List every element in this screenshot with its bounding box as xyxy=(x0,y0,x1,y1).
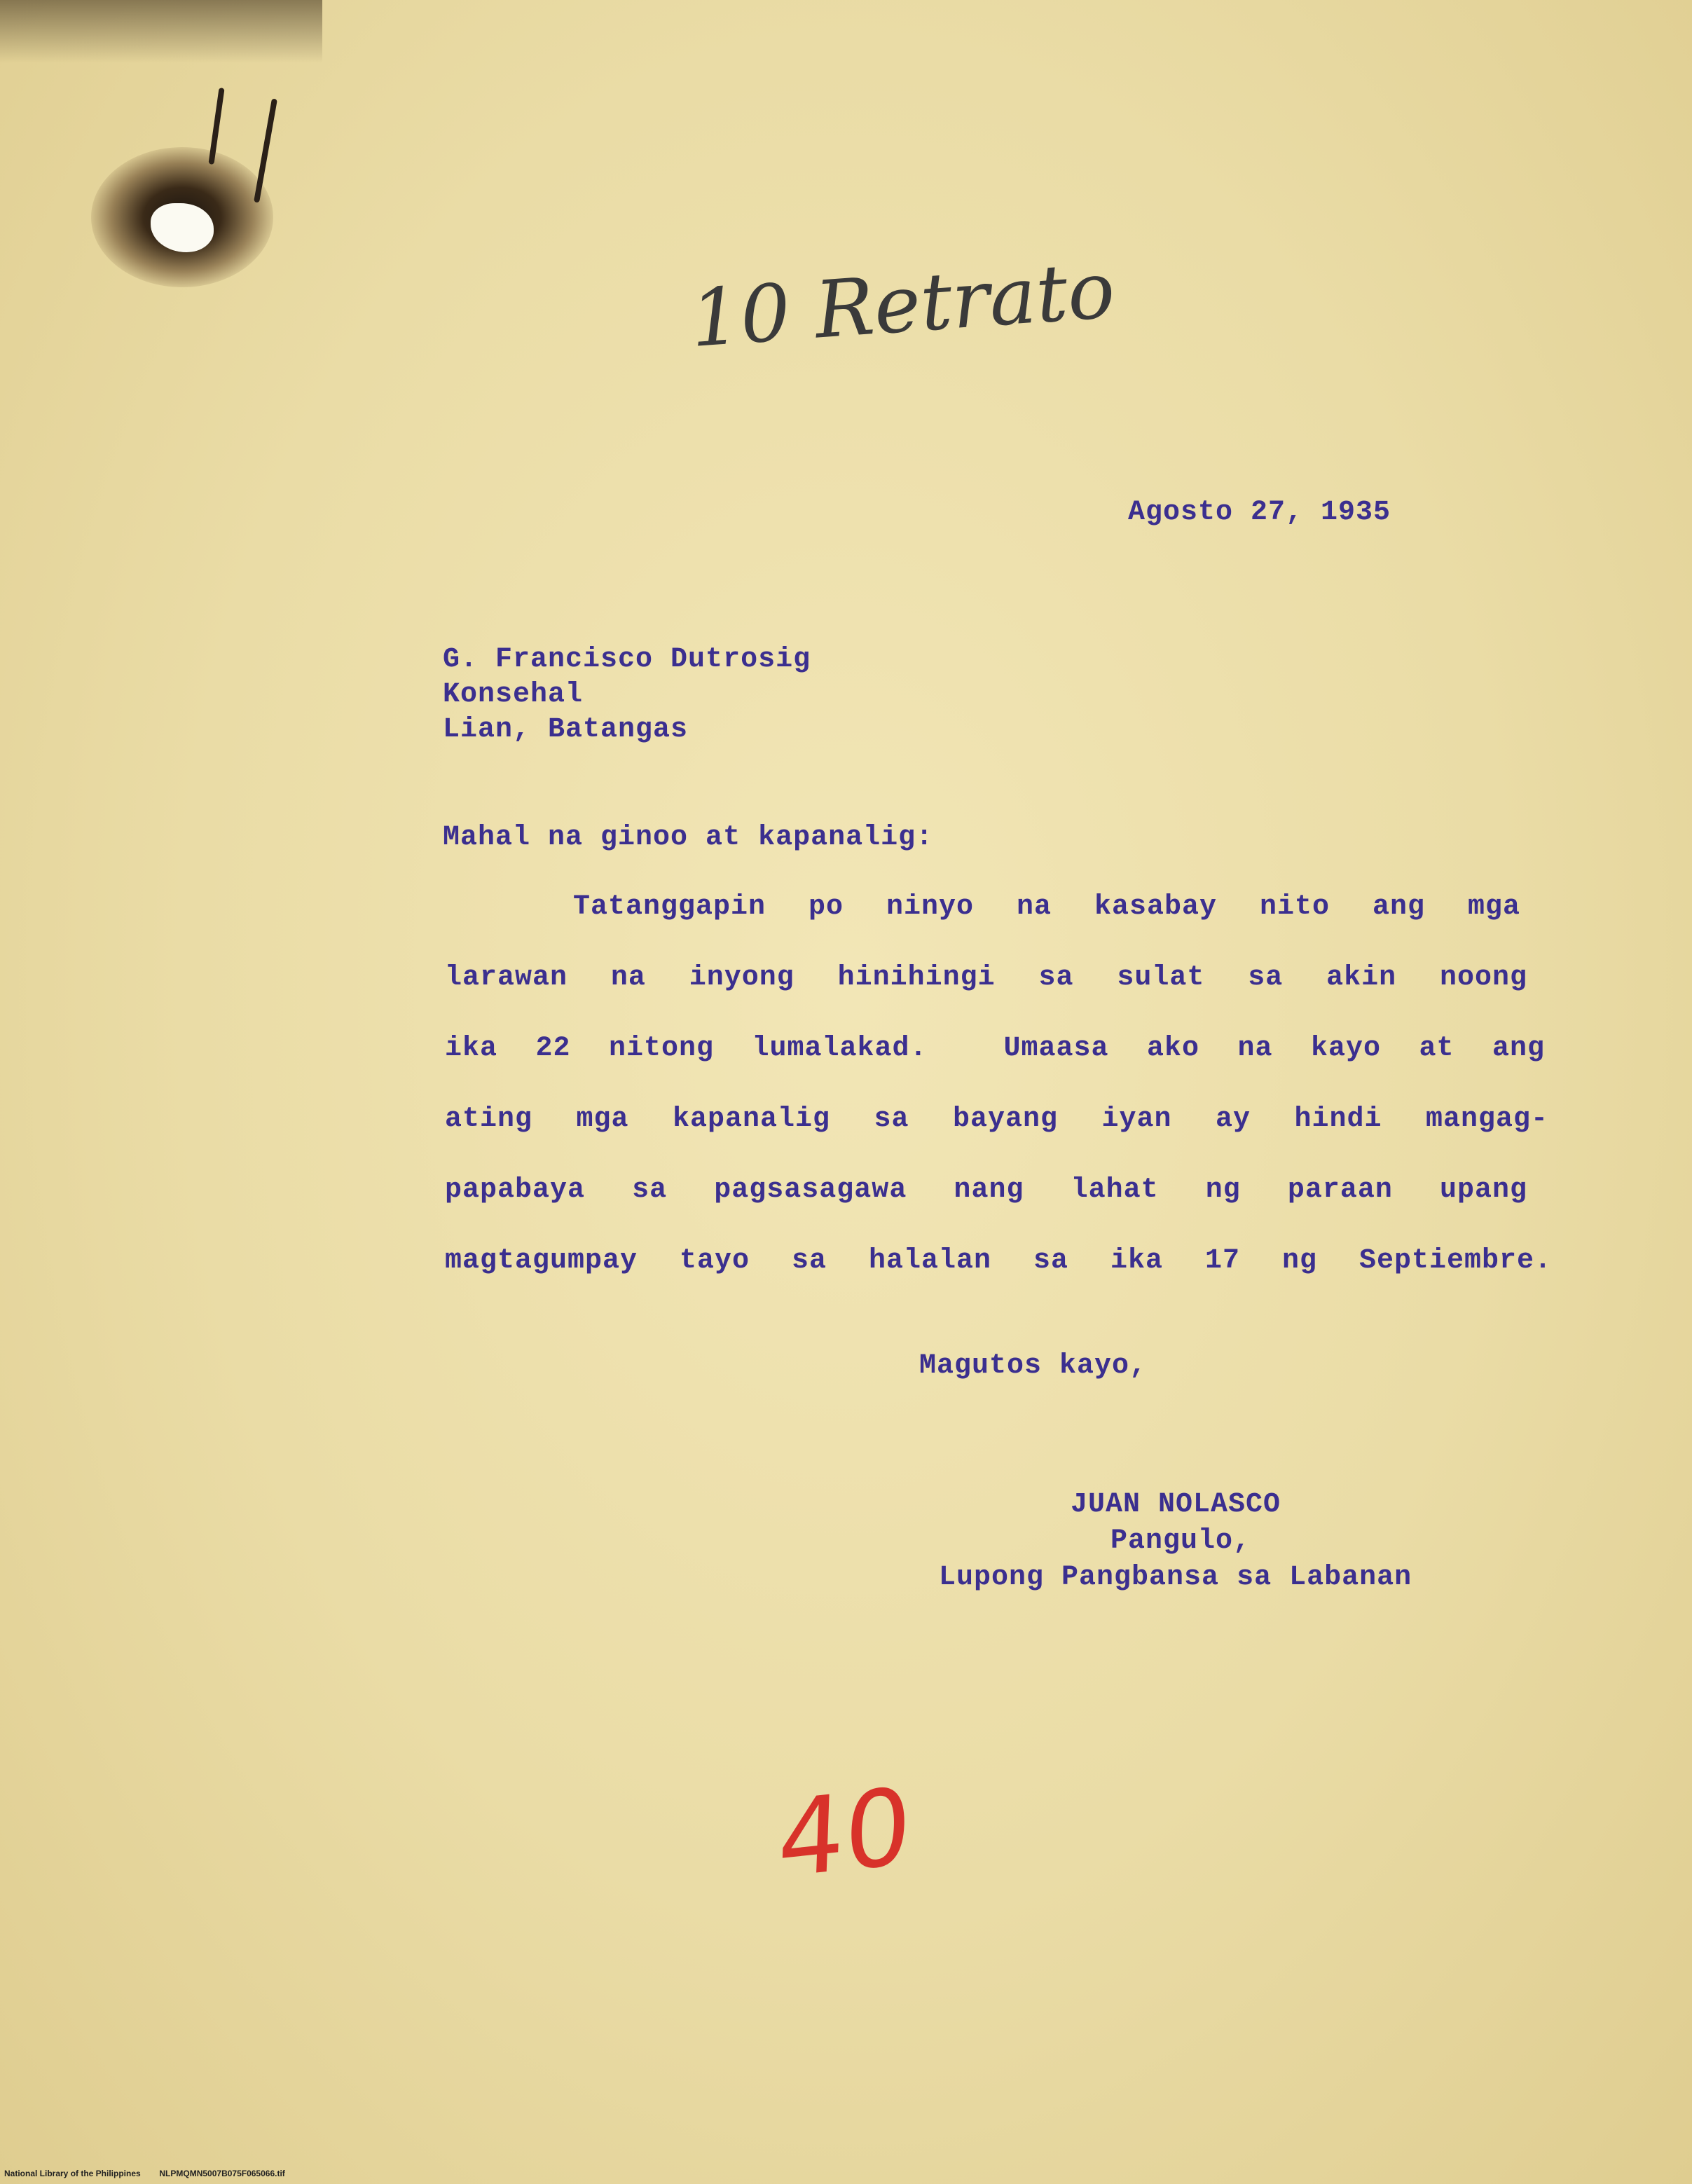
corner-stain xyxy=(0,0,322,63)
page-number-mark: 40 xyxy=(776,1765,914,1902)
salutation: Mahal na ginoo at kapanalig: xyxy=(443,822,934,853)
body-line: papabaya sa pagsasagawa nang lahat ng paraan upang xyxy=(445,1174,1527,1206)
recipient-name: G. Francisco Dutrosig xyxy=(443,644,811,675)
body-line: larawan na inyong hinihingi sa sulat sa akin noong xyxy=(445,962,1527,994)
signatory-name: JUAN NOLASCO xyxy=(1071,1489,1281,1520)
closing: Magutos kayo, xyxy=(919,1350,1148,1382)
body-line: Tatanggapin po ninyo na kasabay nito ang mga xyxy=(573,891,1520,923)
footer-institution: National Library of the Philippines xyxy=(4,2169,141,2178)
signatory-title: Pangulo, xyxy=(1110,1525,1251,1557)
recipient-title: Konsehal xyxy=(443,679,584,710)
letter-date: Agosto 27, 1935 xyxy=(1128,497,1391,528)
signatory-organization: Lupong Pangbansa sa Labanan xyxy=(939,1562,1412,1593)
body-line: ika 22 nitong lumalakad. Umaasa ako na kayo at ang xyxy=(445,1033,1545,1064)
recipient-location: Lian, Batangas xyxy=(443,714,689,746)
body-line: ating mga kapanalig sa bayang iyan ay hindi mangag- xyxy=(445,1104,1548,1135)
body-line: magtagumpay tayo sa halalan sa ika 17 ng Septiembre. xyxy=(445,1245,1552,1277)
handwritten-note: 10 Retrato xyxy=(687,245,1118,365)
footer xyxy=(4,2169,285,2178)
footer-file-id: NLPMQMN5007B075F065066.tif xyxy=(159,2169,285,2178)
